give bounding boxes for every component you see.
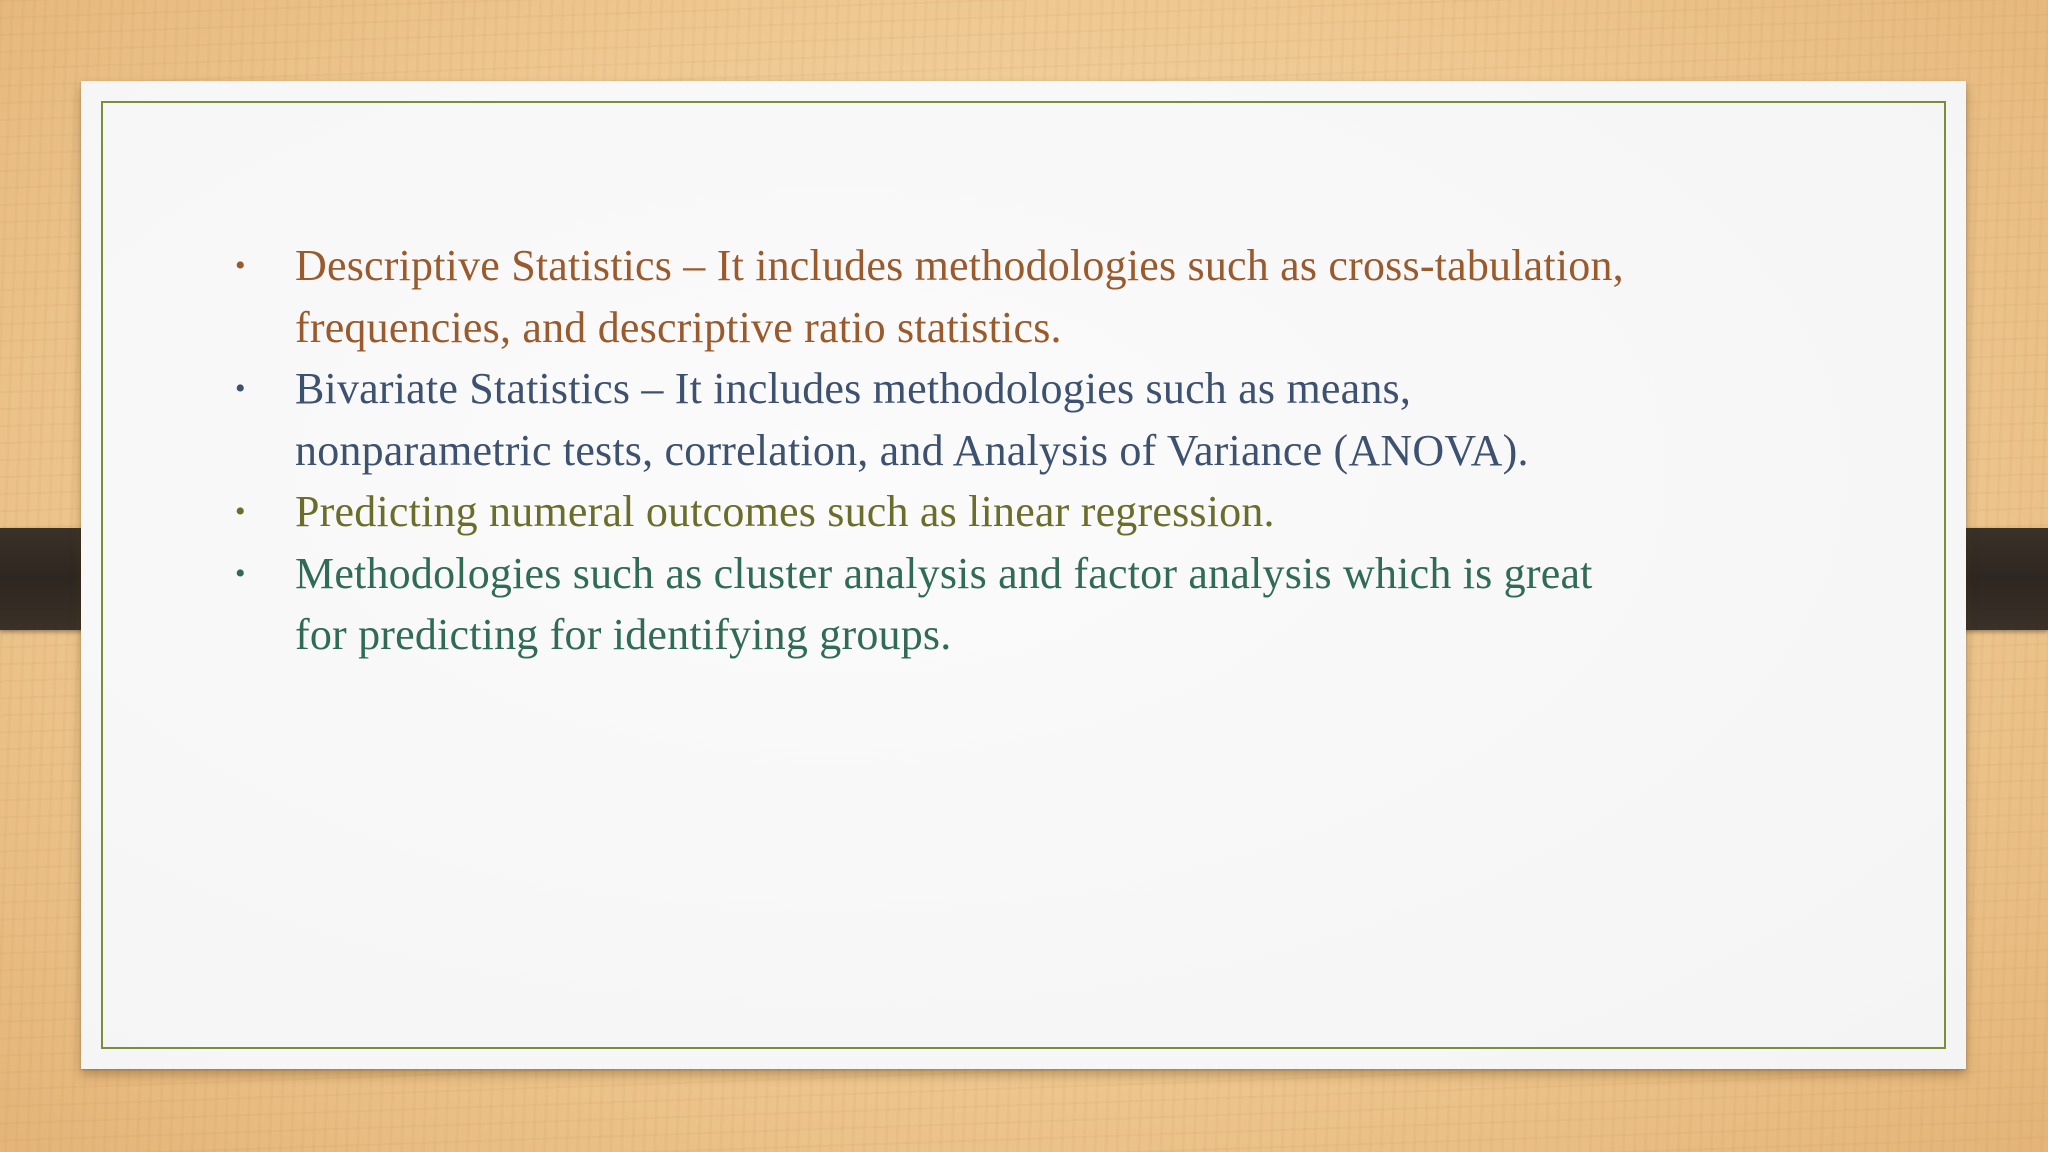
bullet-text-line: Methodologies such as cluster analysis and factor analysis which is great [295, 548, 1593, 598]
bullet-descriptive-statistics [235, 235, 1895, 358]
slide-card [81, 81, 1966, 1069]
bullet-text-line: Predicting numeral outcomes such as linear regression. [295, 487, 1275, 536]
bullet-marker: • [235, 556, 246, 590]
bullet-cluster-factor-analysis [235, 543, 1895, 666]
bullet-marker: • [235, 495, 246, 528]
bullet-list [235, 235, 1895, 666]
bullet-bivariate-statistics [235, 358, 1895, 481]
bullet-marker: • [235, 249, 246, 282]
bullet-text-line: nonparametric tests, correlation, and Analysis of Variance (ANOVA). [295, 425, 1529, 475]
bullet-text-line: frequencies, and descriptive ratio statistics. [295, 302, 1062, 352]
bullet-text-line: Descriptive Statistics – It includes methodologies such as cross-tabulation, [295, 241, 1624, 290]
bullet-text-line: for predicting for identifying groups. [295, 610, 952, 659]
bullet-text-line: Bivariate Statistics – It includes methodologies such as means, [295, 364, 1412, 413]
bullet-predicting-numeral-outcomes [235, 481, 1895, 543]
bullet-marker: • [235, 372, 246, 405]
